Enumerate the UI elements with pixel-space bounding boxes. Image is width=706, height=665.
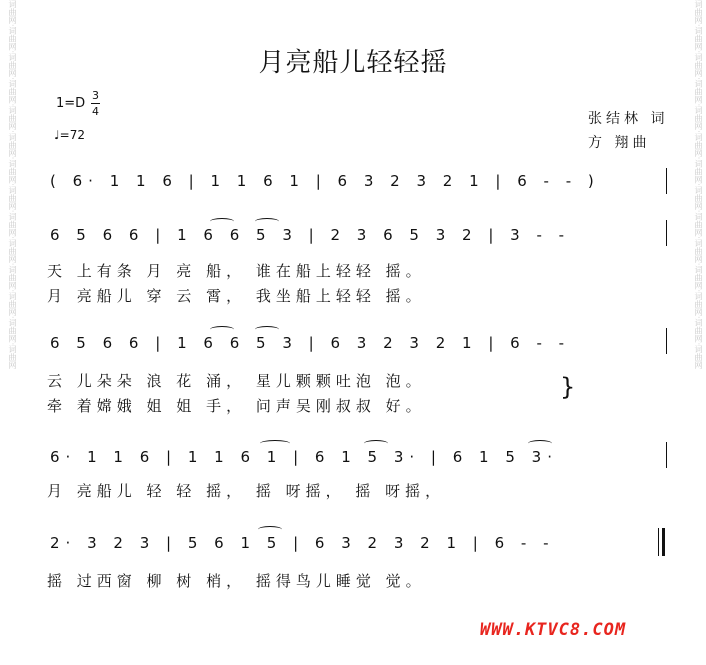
line2-lyric-a: 云 儿朵朵 浪 花 涌， 星儿颗颗吐泡 泡。 (47, 372, 426, 390)
line3-lyric: 月 亮船儿 轻 轻 摇， 摇 呀摇， 摇 呀摇， (47, 482, 446, 500)
song-title: 月亮船儿轻轻摇 (258, 48, 448, 78)
line1-notes: 6 5 6 6 | 1 6 6 5 3 | 2 3 6 5 3 2 | 3 - - (50, 226, 571, 244)
watermark-right: 词曲网·词曲网·词曲网·词曲网·词曲网·词曲网·词曲网·词曲网·词曲网·词曲网·词曲网·词曲网·词曲网·词曲网 (694, 0, 703, 370)
slur (258, 526, 282, 533)
slur (210, 218, 234, 225)
time-bottom: 4 (92, 105, 99, 118)
barline (666, 168, 667, 194)
slur (210, 326, 234, 333)
final-barline-thin (658, 528, 659, 556)
line1-lyric-b: 月 亮船儿 穿 云 霄， 我坐船上轻轻 摇。 (47, 287, 426, 305)
slur (528, 440, 552, 447)
slur (255, 326, 279, 333)
repeat-brace: } (560, 373, 576, 401)
site-watermark[interactable]: WWW.KTVC8.COM (480, 620, 627, 640)
line4-lyric: 摇 过西窗 柳 树 梢， 摇得鸟儿睡觉 觉。 (47, 572, 426, 590)
line4-notes: 2· 3 2 3 | 5 6 1 5 | 6 3 2 3 2 1 | 6 - - (50, 534, 555, 552)
line2-notes: 6 5 6 6 | 1 6 6 5 3 | 6 3 2 3 2 1 | 6 - - (50, 334, 571, 352)
slur (260, 440, 290, 447)
tempo-mark: ♩=72 (54, 128, 85, 142)
intro-notes: ( 6· 1 1 6 | 1 1 6 1 | 6 3 2 3 2 1 | 6 - - ) (50, 172, 600, 190)
barline (666, 328, 667, 354)
time-top: 3 (92, 89, 99, 102)
barline (666, 220, 667, 246)
slur (364, 440, 388, 447)
key-signature: 1=D (56, 96, 86, 111)
barline (666, 442, 667, 468)
composer-credit: 方 翔曲 (588, 135, 651, 151)
time-signature (91, 89, 100, 118)
line2-lyric-b: 牵 着嫦娥 姐 姐 手， 问声吴刚叔叔 好。 (47, 397, 426, 415)
final-barline (662, 528, 665, 556)
watermark-left: 词曲网·词曲网·词曲网·词曲网·词曲网·词曲网·词曲网·词曲网·词曲网·词曲网·词曲网·词曲网·词曲网·词曲网 (8, 0, 17, 370)
line1-lyric-a: 天 上有条 月 亮 船， 谁在船上轻轻 摇。 (47, 262, 426, 280)
lyricist-credit: 张结林 词 (588, 111, 669, 127)
slur (255, 218, 279, 225)
line3-notes: 6· 1 1 6 | 1 1 6 1 | 6 1 5 3· | 6 1 5 3· (50, 448, 558, 466)
